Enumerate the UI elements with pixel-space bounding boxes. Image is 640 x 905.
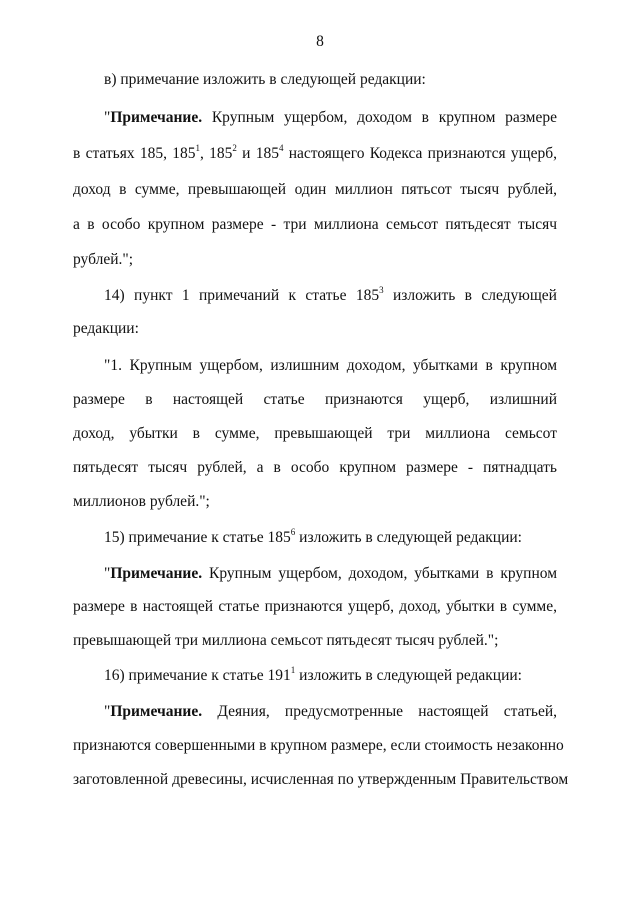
item15-line1: 15) примечание к статье $185^6$ изложить в следующей редакции: <box>104 527 522 546</box>
note-label: Примечание. <box>110 109 203 126</box>
note-label: Примечание. <box>110 703 203 720</box>
note1-line1: "Примечание. Крупным ущербом, доходом в крупном размере <box>104 109 557 126</box>
item14-quote-line4: пятьдесят тысяч рублей, а в особо крупном размере - пятнадцать <box>73 459 557 476</box>
item14-quote-line5: миллионов рублей."; <box>73 493 210 510</box>
note1-line2: в статьях 185, $185^1$, $185^2$ и $185^4$ настоящего Кодекса признаются ущерб, <box>73 143 557 162</box>
item14-quote-line3: доход, убытки в сумме, превышающей три миллиона семьсот <box>73 425 557 442</box>
note-label: Примечание. <box>110 565 203 582</box>
item14-quote-line1: "1. Крупным ущербом, излишним доходом, убытками в крупном <box>104 357 557 374</box>
item14-line2: редакции: <box>73 320 139 337</box>
paragraph-v: в) примечание изложить в следующей редакции: <box>104 71 426 88</box>
note1-line3: доход в сумме, превышающей один миллион пятьсот тысяч рублей, <box>73 181 557 198</box>
item16-note-line2: признаются совершенными в крупном размере, если стоимость незаконно <box>73 737 564 754</box>
note1-line4: а в особо крупном размере - три миллиона семьсот пятьдесят тысяч <box>73 216 557 233</box>
item15-note-line3: превышающей три миллиона семьсот пятьдесят тысяч рублей."; <box>73 632 499 649</box>
item16-note-line3: заготовленной древесины, исчисленная по утвержденным Правительством <box>73 771 569 788</box>
note1-line5: рублей."; <box>73 251 134 268</box>
page-number: 8 <box>316 33 324 50</box>
item14-line1: 14) пункт 1 примечаний к статье $185^3$ изложить в следующей <box>104 285 557 304</box>
item15-note-line1: "Примечание. Крупным ущербом, доходом, убытками в крупном <box>104 565 557 582</box>
item16-line1: 16) примечание к статье $191^1$ изложить в следующей редакции: <box>104 665 522 684</box>
item16-note-line1: "Примечание. Деяния, предусмотренные настоящей статьей, <box>104 703 557 720</box>
item15-note-line2: размере в настоящей статье признаются ущерб, доход, убытки в сумме, <box>73 598 557 615</box>
item14-quote-line2: размере в настоящей статье признаются ущерб, излишний <box>73 391 557 408</box>
